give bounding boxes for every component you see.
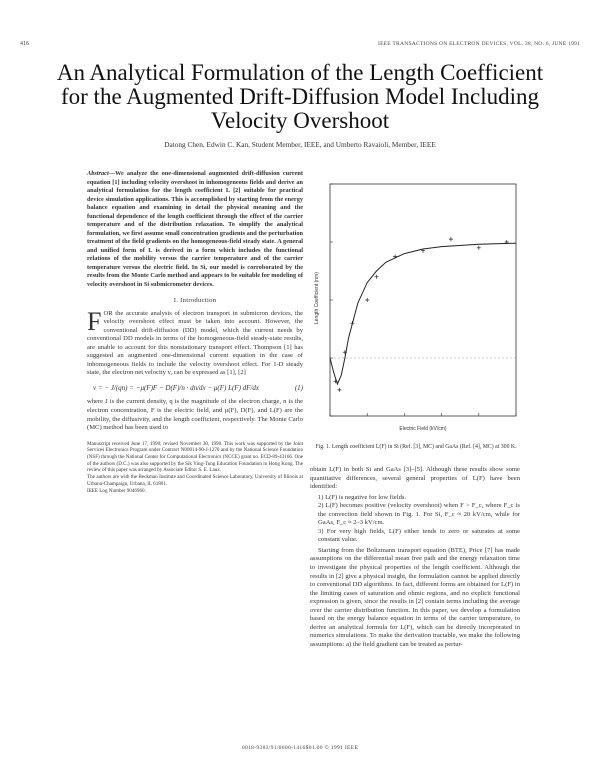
figure-1: [308, 174, 526, 446]
page-number: 416: [20, 41, 29, 47]
si-curve: [330, 243, 516, 384]
property-item: 1) L(F) is negative for low fields.: [318, 493, 407, 501]
mc-data-point: [365, 298, 369, 302]
intro-body: [87, 306, 303, 433]
mc-data-point: [477, 246, 481, 250]
mc-data-point: [375, 275, 379, 279]
intro-paragraph-2: where J is the current density, q is the magnitude of the electron charge, n is the electron concentration, F is the electric field, and μ(F), D(F), and L(F) are the mobility, the diffusivity, and the length coefficient, respectively. The Monte Carlo (MC) method has been used to: [87, 398, 303, 432]
property-item: 2) L(F) becomes positive (velocity overshoot) when F > F_c, where F_c is the convection field shown in Fig. 1. For Si, F_c ≈ 20 kV/cm, while for GaAs, F_c ≈ 2–3 kV/cm.: [318, 502, 520, 527]
footnote: [87, 441, 303, 495]
dropcap: F: [87, 306, 102, 336]
paper-title: [40, 61, 560, 133]
mc-data-point: [449, 237, 453, 241]
abstract-text: We analyze the one-dimensional augmented drift-diffusion current equation [1] including velocity overshoot in inhomogeneous fields and derive an analytical formulation for the length coefficient L [2] suitable for practical device simulation applications. This is accomplished by starting from the energy balance equation and examining in detail the physical meaning and the functional dependence of the length coefficient through the effect of the carrier temperature and of the distribution relaxation. To simplify the analytical formulation, we first assume small concentration gradients and the perturbation treatment of the field gradients on the homogeneous-field steady state. A general and unified form of L is derived in a form which includes the functional relations of the mobility versus the carrier temperature and of the carrier temperature versus the electric field. In Si, our model is corroborated by the results from the Monte Carlo method and appears to be suitable for modeling of velocity overshoot in Si submicrometer devices.: [87, 170, 303, 288]
right-paragraph-1: obtain L(F) in both Si and GaAs [3]–[5]. Although these results show some quantitative differences, several general properties of L(F) have been identified:: [310, 466, 520, 491]
figure-xlabel: Electric Field (kV/cm): [399, 426, 447, 432]
equation-body: v = − J/(qn) = −μ(F)F − D(F)/n · dn/dx − μ(F) L(F) dF/dx: [93, 383, 259, 392]
footnote-affiliation: The authors are with the Beckman Institute and Coordinated Science Laboratory, University of Illinois at Urbana-Champaign, Urbana, IL 61801.: [87, 474, 303, 487]
mc-data-point: [393, 255, 397, 259]
property-item: 3) For very high fields, L(F) either tends to zero or saturates at some constant value.: [318, 527, 520, 544]
property-list: [310, 494, 520, 545]
figure-ylabel: Length Coefficient (nm): [314, 272, 320, 324]
right-column: [310, 466, 520, 649]
mc-data-point: [350, 321, 354, 325]
equation-number: (1): [294, 383, 303, 392]
footnote-manuscript: Manuscript received June 17, 1990; revised November 30, 1990. This work was supported by the Joint Services Electronics Program under Contract N00014-90-J-1270 and by the National Science Foundation (NSF) through the National Center for Computational Electronics (NCCE) grant no. ECD-89-43166. One of the authors (D.C.) was also supported by the Sik Ying-Tung Education Foundation in Hong Kong. The review of this paper was arranged by Associate Editor S. E. Laux.: [87, 440, 303, 474]
footnote-log: IEEE Log Number 9046960.: [87, 487, 146, 494]
copyright-footer: 0018-9383/91/0600-1416$01.00 © 1991 IEEE: [241, 745, 359, 751]
abstract: [87, 170, 303, 289]
equation-1: [93, 384, 303, 393]
plot-frame: [330, 184, 516, 416]
figure-caption: Fig. 1. Length coefficient L(F) in Si (Ref. [3], MC) and GaAs (Ref. [4], MC) at 300 K.: [315, 444, 517, 450]
left-column: [87, 170, 303, 494]
title-line-3: Velocity Overshoot: [210, 108, 390, 133]
title-line-2: for the Augmented Drift-Diffusion Model Including: [60, 84, 539, 109]
journal-header: IEEE TRANSACTIONS ON ELECTRON DEVICES, VOL. 38, NO. 6, JUNE 1991: [378, 41, 580, 47]
mc-data-point: [337, 388, 341, 392]
title-line-1: An Analytical Formulation of the Length Coefficient: [56, 60, 544, 85]
authors: Datong Chen, Edwin C. Kan, Student Member, IEEE, and Umberto Ravaioli, Member, IEEE: [164, 140, 436, 149]
intro-paragraph-1: OR the accurate analysis of electron transport in submicron devices, the velocity overshoot effect must be taken into account. However, the conventional drift-diffusion (DD) model, which the current needs by conventional DD models in terms of the homogeneous-field steady-state results, are unable to account for this nonstationary transport effect. Thompson [1] has suggested an augmented one-dimensional current equation in the case of inhomogeneous fields to include the velocity overshoot effect. For 1-D steady state, the electron net velocity v, can be expressed as [1], [2]: [87, 309, 303, 377]
abstract-label: Abstract—: [87, 170, 115, 177]
section-heading: I. Introduction: [173, 297, 217, 304]
right-paragraph-2: Starting from the Boltzmann transport equation (BTE), Price [7] has made assumptions on the differential mean free path and the energy relaxation time to investigate the physical properties of the length coefficient. Although the results in [2] give a physical insight, the formulation cannot be applied directly to conventional DD algorithms. In fact, different forms are obtained for L(F) in the limiting cases of saturation and ohmic regions, and no explicit functional expression is given, since the results in [2] contain terms including the average over the carrier distribution function. In this paper, we develop a formulation based on the energy balance equation in terms of the carrier temperature, to derive an analytical formula for L(F), which can be directly incorporated in numerics simulations. To make the derivation tractable, we make the following assumptions: a) the field gradient can be treated as pertur-: [310, 546, 520, 648]
